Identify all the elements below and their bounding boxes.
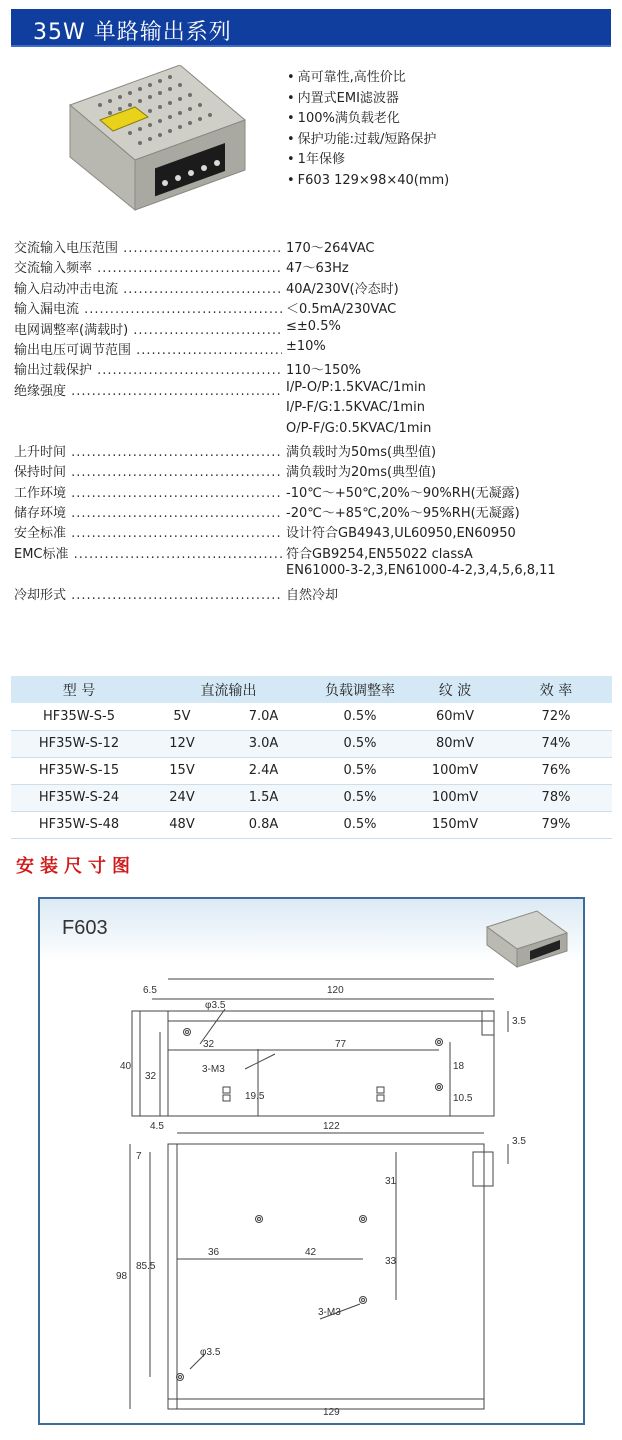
page-header [11, 9, 611, 47]
dim-label: 32 [203, 1039, 215, 1050]
spec-label: 输出电压可调节范围 ..... [14, 339, 282, 358]
table-cell: 78% [500, 784, 612, 811]
spec-row [14, 461, 614, 481]
dim-label: 122 [323, 1121, 340, 1132]
spec-label: 冷却形式 ..... [14, 584, 282, 603]
table-header-row [11, 676, 612, 703]
feature-item: • 保护功能:过载/短路保护 [287, 130, 449, 151]
feature-item: • F603 129×98×40(mm) [287, 171, 449, 192]
spec-row [14, 319, 614, 339]
spec-value: 自然冷却 [286, 587, 339, 603]
dim-label: 85.5 [136, 1261, 156, 1272]
table-cell: 24V [147, 784, 217, 811]
spec-row [14, 298, 614, 318]
dim-label: 77 [335, 1039, 347, 1050]
table-cell: HF35W-S-24 [11, 784, 147, 811]
spec-label: 工作环境 ..... [14, 482, 282, 501]
table-cell: 3.0A [217, 730, 310, 757]
dim-label: 4.5 [150, 1121, 164, 1132]
table-cell: 12V [147, 730, 217, 757]
table-cell: 48V [147, 811, 217, 838]
spec-row [14, 543, 614, 584]
table-row [11, 730, 612, 757]
spec-list [14, 237, 614, 604]
spec-label: 输入漏电流 ..... [14, 298, 282, 317]
table-cell: 74% [500, 730, 612, 757]
table-cell: HF35W-S-48 [11, 811, 147, 838]
table-cell: 0.5% [310, 730, 410, 757]
spec-label: 上升时间 ..... [14, 441, 282, 460]
table-cell: 100mV [410, 784, 500, 811]
table-cell: 0.5% [310, 757, 410, 784]
spec-label: 交流输入频率 ..... [14, 257, 282, 276]
spec-value: 设计符合GB4943,UL60950,EN60950 [286, 526, 516, 542]
spec-row [14, 441, 614, 461]
dim-label: 42 [305, 1247, 317, 1258]
table-cell: 100mV [410, 757, 500, 784]
dim-label: 19.5 [245, 1091, 265, 1102]
table-cell: 5V [147, 703, 217, 730]
dim-label: φ3.5 [205, 1000, 226, 1011]
table-header-cell: 效 率 [500, 676, 612, 703]
spec-value: 110～150% [286, 363, 361, 379]
table-cell: 0.8A [217, 811, 310, 838]
spec-value: 满负载时为50ms(典型值) [286, 444, 437, 460]
spec-value: EN61000-3-2,3,EN61000-4-2,3,4,5,6,8,11 [286, 563, 556, 579]
spec-value: 40A/230V(冷态时) [286, 281, 399, 297]
spec-value: 符合GB9254,EN55022 classA [286, 546, 473, 562]
spec-row [14, 339, 614, 359]
feature-item: • 内置式EMI滤波器 [287, 89, 449, 110]
dim-label: 3.5 [512, 1136, 526, 1147]
spec-label: 绝缘强度 ..... [14, 380, 282, 399]
table-row [11, 811, 612, 838]
table-cell: 1.5A [217, 784, 310, 811]
dim-label: 40 [120, 1061, 132, 1072]
dim-label: 10.5 [453, 1093, 473, 1104]
dim-label: 3-M3 [202, 1064, 225, 1075]
spec-label: 保持时间 ..... [14, 461, 282, 480]
spec-value: O/P-F/G:0.5KVAC/1min [286, 420, 432, 436]
spec-row [14, 502, 614, 522]
table-cell: 0.5% [310, 784, 410, 811]
spec-label: 输出过载保护 ..... [14, 359, 282, 378]
model-table [11, 676, 612, 839]
spec-value: 满负载时为20ms(典型值) [286, 465, 437, 481]
spec-row [14, 522, 614, 542]
spec-label: 交流输入电压范围 ..... [14, 237, 282, 256]
dim-label: 120 [327, 985, 344, 996]
spec-value: ≤±0.5% [286, 318, 341, 334]
dim-label: 36 [208, 1247, 220, 1258]
table-cell: HF35W-S-12 [11, 730, 147, 757]
table-cell: 60mV [410, 703, 500, 730]
table-cell: 79% [500, 811, 612, 838]
page-title: 35W 单路输出系列 [33, 20, 232, 45]
dim-label: 18 [453, 1061, 465, 1072]
spec-row [14, 584, 614, 604]
spec-label: EMC标准 ..... [14, 543, 282, 562]
spec-row [14, 237, 614, 257]
table-cell: 2.4A [217, 757, 310, 784]
table-row [11, 784, 612, 811]
spec-value: I/P-F/G:1.5KVAC/1min [286, 400, 425, 416]
spec-label: 安全标准 ..... [14, 522, 282, 541]
dim-label: φ3.5 [200, 1347, 221, 1358]
dimension-drawing [38, 897, 585, 1425]
dim-label: 32 [145, 1071, 157, 1082]
spec-value: I/P-O/P:1.5KVAC/1min [286, 379, 426, 395]
table-row [11, 757, 612, 784]
spec-row [14, 257, 614, 277]
table-header-cell: 型 号 [11, 676, 147, 703]
dim-label: 6.5 [143, 985, 157, 996]
feature-item: • 100%满负载老化 [287, 109, 449, 130]
spec-label: 储存环境 ..... [14, 502, 282, 521]
table-row [11, 703, 612, 730]
spec-value: ＜0.5mA/230VAC [286, 302, 397, 318]
spec-value: -10℃～+50℃,20%～90%RH(无凝露) [286, 485, 520, 501]
table-header-cell: 纹 波 [410, 676, 500, 703]
table-cell: 0.5% [310, 703, 410, 730]
power-supply-image [60, 65, 250, 215]
spec-value: 47～63Hz [286, 261, 349, 277]
spec-value: -20℃～+85℃,20%～95%RH(无凝露) [286, 506, 520, 522]
table-cell: 72% [500, 703, 612, 730]
table-cell: HF35W-S-15 [11, 757, 147, 784]
spec-value: 170～264VAC [286, 241, 375, 256]
table-cell: 80mV [410, 730, 500, 757]
spec-row [14, 482, 614, 502]
spec-row [14, 359, 614, 379]
table-cell: 0.5% [310, 811, 410, 838]
table-cell: HF35W-S-5 [11, 703, 147, 730]
dim-label: 3-M3 [318, 1307, 341, 1318]
section-title: 安装尺寸图 [16, 856, 136, 877]
table-header-cell: 负载调整率 [310, 676, 410, 703]
dim-label: 129 [323, 1407, 340, 1418]
dim-label: 98 [116, 1271, 128, 1282]
table-cell: 15V [147, 757, 217, 784]
spec-row [14, 380, 614, 441]
dim-label: 3.5 [512, 1016, 526, 1027]
dimension-drawing-svg [40, 899, 583, 1423]
spec-row [14, 278, 614, 298]
spec-label: 电网调整率(满载时) ..... [14, 319, 282, 338]
drawing-model-label: F603 [62, 917, 108, 939]
table-cell: 7.0A [217, 703, 310, 730]
dim-label: 31 [385, 1176, 397, 1187]
dim-label: 7 [136, 1151, 142, 1162]
table-header-cell: 直流输出 [147, 676, 310, 703]
feature-item: • 1年保修 [287, 150, 449, 171]
feature-list [287, 68, 449, 192]
spec-label: 输入启动冲击电流 ..... [14, 278, 282, 297]
table-cell: 76% [500, 757, 612, 784]
dim-label: 33 [385, 1256, 397, 1267]
spec-value: ±10% [286, 338, 326, 354]
feature-item: • 高可靠性,高性价比 [287, 68, 449, 89]
table-cell: 150mV [410, 811, 500, 838]
